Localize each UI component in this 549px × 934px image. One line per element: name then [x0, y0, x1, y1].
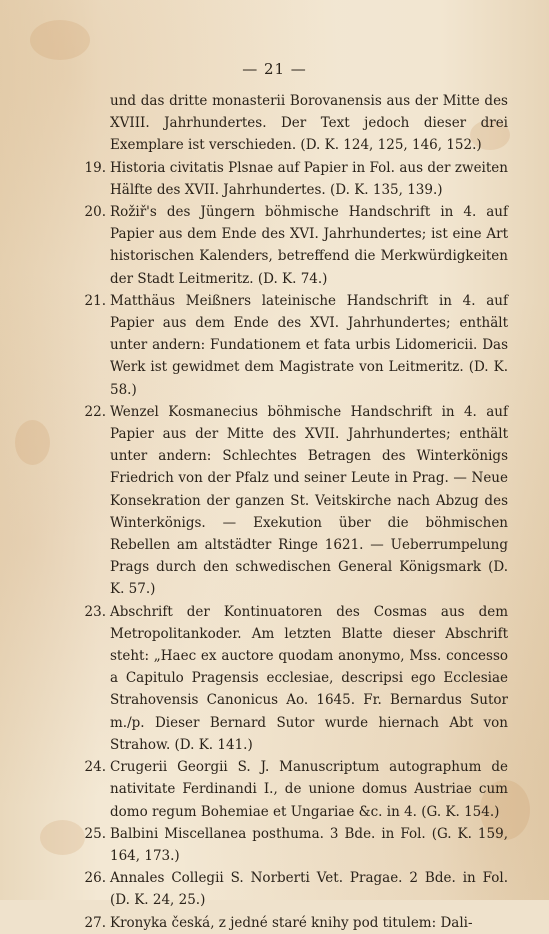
entry-number: 20. — [84, 204, 106, 221]
page-number: — 21 — — [242, 60, 307, 78]
list-item — [78, 823, 508, 867]
continuation-paragraph: und das dritte monasterii Borovanensis aus der Mitte des XVIII. Jahrhundertes. Der Text jedoch dieser drei Exemplare ist verschieden. (D. K. 124, 125, 146, 152.) — [110, 93, 508, 154]
entry-number: 26. — [84, 870, 106, 887]
entry-text: Abschrift der Kontinuatoren des Cosmas aus dem Metropolitankoder. Am letzten Blatte dieser Abschrift steht: „Haec ex auctore quodam anonymo, Mss. concesso a Capitulo Pragensis ecclesiae, descripsi ego Ecclesiae Strahovensis Canonicus Ao. 1645. Fr. Bernardus Sutor m./p. Dieser Bernard Sutor wurde hiernach Abt von Strahow. (D. K. 141.) — [110, 603, 508, 753]
body-text — [78, 90, 508, 934]
list-item — [78, 912, 508, 934]
list-item — [78, 867, 508, 911]
entry-number: 19. — [84, 159, 106, 176]
entry-text: Annales Collegii S. Norberti Vet. Pragae. 2 Bde. in Fol. (D. K. 24, 25.) — [110, 870, 508, 909]
entry-text: Wenzel Kosmanecius böhmische Handschrift in 4. auf Papier aus der Mitte des XVII. Jahrhundertes; enthält unter andern: Schlechtes Betragen des Winterkönigs Friedrich von der Pfalz und seiner Leute in Prag. — Neue Konsekration der ganzen St. Veitskirche nach Abzug des Winterkönigs. — Exekution über die böhmischen Rebellen am altstädter Ringe 1621. — Ueberrumpelung Prags durch den schwedischen General Königsmark (D. K. 57.) — [110, 403, 508, 598]
list-item — [78, 290, 508, 401]
foxing-stain — [30, 20, 90, 60]
entry-number: 25. — [84, 825, 106, 842]
entry-number: 21. — [84, 292, 106, 309]
list-item — [78, 756, 508, 823]
entry-number: 22. — [84, 403, 106, 420]
entry-number: 27. — [84, 914, 106, 931]
entry-number: 23. — [84, 603, 106, 620]
entry-text: Crugerii Georgii S. J. Manuscriptum autographum de nativitate Ferdinandi I., de unione domus Austriae cum domo regum Bohemiae et Ungariae &c. in 4. (G. K. 154.) — [110, 759, 508, 820]
foxing-stain — [15, 420, 50, 465]
entry-text: Rožiř's des Jüngern böhmische Handschrift in 4. auf Papier aus dem Ende des XVI. Jahrhundertes; ist eine Art historischen Kalenders, betreffend die Merkwürdigkeiten der Stadt Leitmeritz. (D. K. 74.) — [110, 204, 508, 287]
list-item — [78, 401, 508, 601]
list-item — [78, 157, 508, 201]
entry-text: Matthäus Meißners lateinische Handschrift in 4. auf Papier aus dem Ende des XVI. Jahrhundertes; enthält unter andern: Fundationem et fata urbis Lidomericii. Das Werk ist gewidmet dem Magistrate von Leitmeritz. (D. K. 58.) — [110, 292, 508, 398]
entry-text: Balbini Miscellanea posthuma. 3 Bde. in Fol. (G. K. 159, 164, 173.) — [110, 825, 508, 864]
entry-number: 24. — [84, 759, 106, 776]
entry-text: Historia civitatis Plsnae auf Papier in Fol. aus der zweiten Hälfte des XVII. Jahrhundertes. (D. K. 135, 139.) — [110, 159, 508, 198]
list-item — [78, 601, 508, 756]
entry-text: Kronyka česká, z jedné staré knihy pod titulem: Dali- — [110, 914, 473, 931]
list-item — [78, 201, 508, 290]
